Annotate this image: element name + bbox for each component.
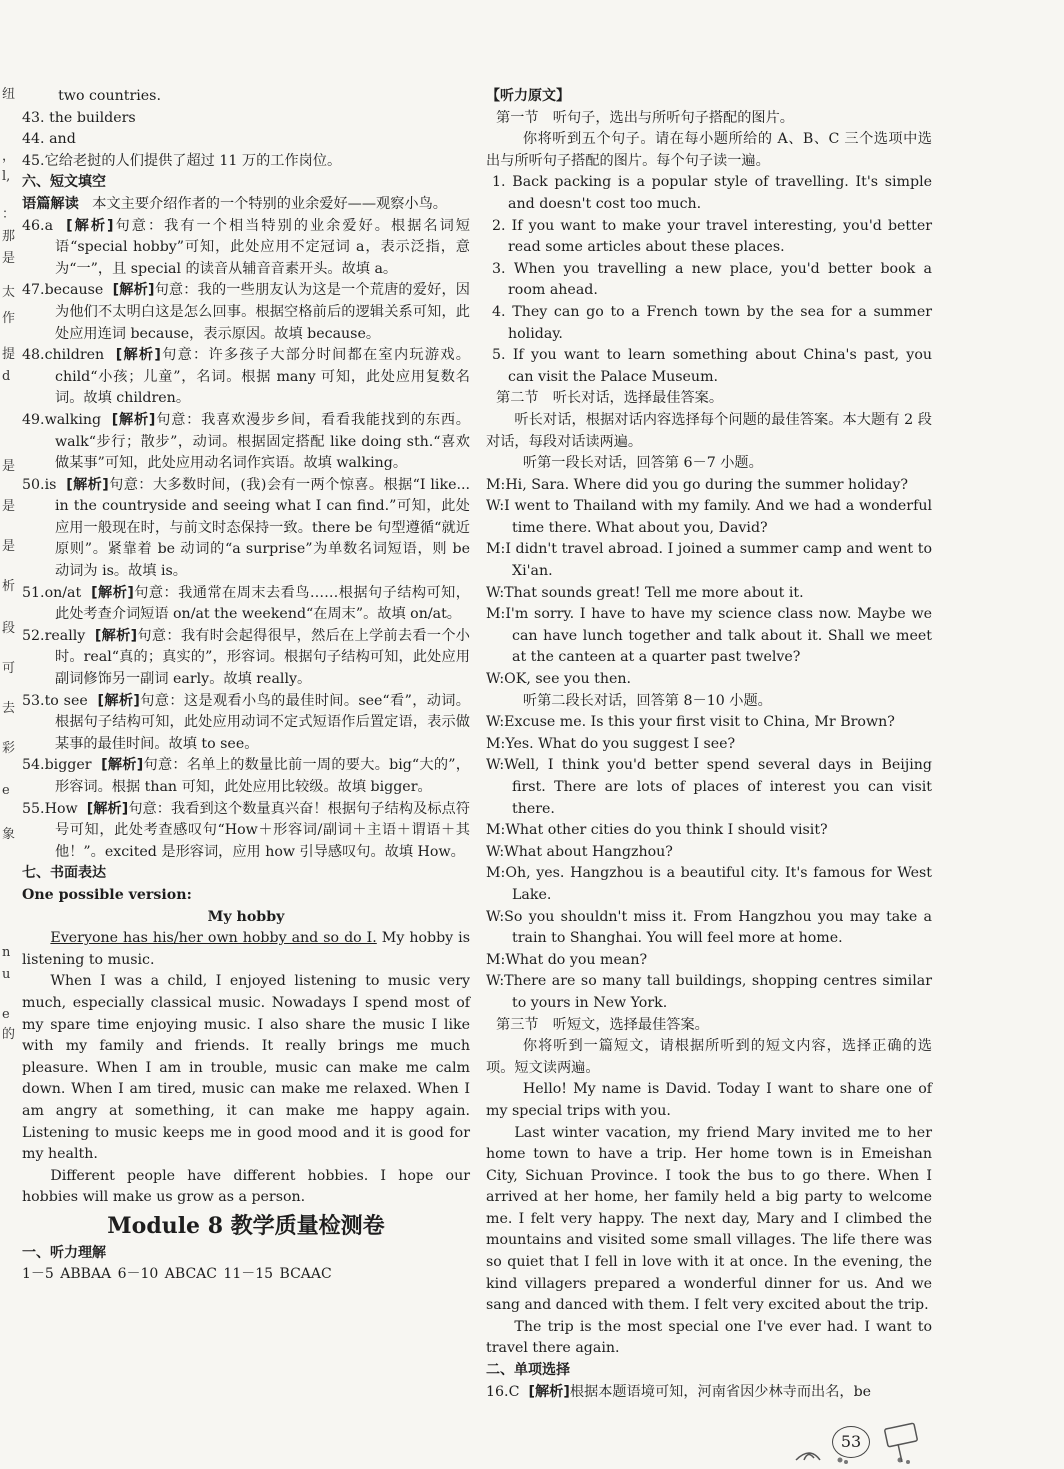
dialog-line: W:So you shouldn't miss it. From Hangzhou you may take a train to Shanghai. You will feel more at home. bbox=[486, 908, 932, 947]
margin-char: d bbox=[2, 369, 11, 384]
margin-char: 太 bbox=[2, 285, 16, 300]
dialog-list bbox=[486, 475, 932, 691]
part-instruction: 听长对话，根据对话内容选择每个问题的最佳答案。本大题有 2 段对话，每段对话读两遍。 bbox=[486, 411, 932, 450]
part-instruction: 你将听到一篇短文，请根据所听到的短文内容，选择正确的选项。短文读两遍。 bbox=[486, 1038, 932, 1076]
passage-paragraph: Last winter vacation, my friend Mary invited me to her home town to have a trip. Her home town is in Emeishan City, Sichuan Province. I took the bus to go there. When I arrived at her home, her family held a big party to welcome me. I felt very happy. The next day, Mary and I climbed the mountains and visited some small villages. The life there was so quiet that I fell in love with it at once. In the evening, the kind villagers prepared a wonderful dinner for us. And we sang and danced with them. I felt very excited about the trip. bbox=[486, 1124, 932, 1314]
margin-char: 段 bbox=[2, 621, 16, 636]
listening-answers: 1－5 ABBAA 6－10 ABCAC 11－15 BCAAC bbox=[22, 1266, 332, 1283]
margin-char: 作 bbox=[2, 311, 16, 326]
answer-item: 16.C [解析]根据本题语境可知，河南省因少林寺而出名，be bbox=[486, 1383, 872, 1400]
dialog-intro: 听第二段长对话，回答第 8－10 小题。 bbox=[522, 692, 772, 709]
sentence-item: 1. Back packing is a popular style of travelling. It's simple and doesn't cost too much. bbox=[492, 174, 932, 212]
dialog-line: M:Yes. What do you suggest I see? bbox=[486, 735, 736, 752]
margin-char: ： bbox=[2, 207, 16, 222]
listening-script-title: 【听力原文】 bbox=[486, 88, 570, 104]
margin-char: 象 bbox=[2, 827, 16, 842]
dialog-line: M:Oh, yes. Hangzhou is a beautiful city. It's famous for West Lake. bbox=[486, 865, 932, 903]
margin-char: 是 bbox=[2, 499, 16, 514]
margin-char: 纽 bbox=[2, 87, 16, 102]
answer-item: 55.How [解析]句意：我看到这个数量真兴奋！根据句子结构及标点符号可知，此处考查感叹句“How＋形容词/副词＋主语＋谓语＋其他！”。excited 是形容词，应用 how 引导感叹句。故填 How。 bbox=[22, 800, 470, 860]
dialog-line: M:What other cities do you think I should visit? bbox=[486, 822, 828, 839]
margin-char: 是 bbox=[2, 459, 16, 474]
dialog-line: M:What do you mean? bbox=[486, 951, 648, 968]
answer-item: 48.children [解析]句意：许多孩子大部分时间都在室内玩游戏。child“小孩；儿童”，名词。根据 many 可知，此处应用复数名词。故填 children。 bbox=[22, 347, 470, 407]
right-column bbox=[486, 86, 932, 1403]
sentence-item: 4. They can go to a French town by the sea for a summer holiday. bbox=[492, 303, 933, 342]
margin-char: 是 bbox=[2, 251, 16, 266]
answer-item: 46.a [解析]句意：我有一个相当特别的业余爱好。根据名词短语“special hobby”可知，此处应用不定冠词 a，表示泛指，意为“一”，且 special 的读音从辅音音素开头。故填 a。 bbox=[22, 217, 470, 277]
margin-char: l, bbox=[2, 169, 11, 184]
possible-version-label: One possible version: bbox=[22, 886, 192, 903]
margin-char: 提 bbox=[2, 347, 16, 362]
passage-summary: 语篇解读 本文主要介绍作者的一个特别的业余爱好——观察小鸟。 bbox=[22, 195, 447, 212]
section-heading-cloze: 六、短文填空 bbox=[22, 174, 106, 191]
answer-item: 53.to see [解析]句意：这是观看小鸟的最佳时间。see“看”，动词。根据句子结构可知，此处应用动词不定式短语作后置定语，表示做某事的最佳时间。故填 to see。 bbox=[22, 692, 470, 752]
section-heading-choice: 二、单项选择 bbox=[486, 1362, 570, 1379]
dialog-line: W:Well, I think you'd better spend several days in Beijing first. There are lots of places of interest you can visit there. bbox=[486, 757, 932, 817]
margin-char: 是 bbox=[2, 539, 16, 554]
margin-char: 去 bbox=[2, 701, 16, 716]
margin-char: e bbox=[2, 783, 10, 798]
part-heading: 第三节 听短文，选择最佳答案。 bbox=[496, 1016, 709, 1033]
dialog-line: M:I'm sorry. I have to have my science class now. Maybe we can have lunch together and talk about it. Shall we meet at the canteen at a quarter past twelve? bbox=[486, 606, 932, 666]
margin-char: e bbox=[2, 1007, 10, 1022]
sentence-item: 3. When you travelling a new place, you'd better book a room ahead. bbox=[492, 260, 933, 299]
margin-char: 可 bbox=[2, 661, 16, 676]
margin-char: 析 bbox=[2, 579, 16, 594]
essay-paragraph: Everyone has his/her own hobby and so do I. My hobby is listening to music. bbox=[22, 930, 470, 968]
margin-char: ， bbox=[2, 149, 16, 164]
module-title: Module 8 教学质量检测卷 bbox=[107, 1212, 385, 1239]
dialog-line: W:What about Hangzhou? bbox=[486, 843, 673, 860]
margin-char: u bbox=[2, 967, 11, 982]
part-instruction: 你将听到五个句子。请在每小题所给的 A、B、C 三个选项中选出与所听句子搭配的图片。每个句子读一遍。 bbox=[486, 131, 932, 169]
answer-line: 43. the builders bbox=[22, 109, 136, 126]
dialog-list bbox=[486, 712, 932, 1014]
left-column bbox=[22, 86, 470, 1286]
answer-item: 52.really [解析]句意：我有时会起得很早，然后在上学前去看一个小时。real“真的；真实的”，形容词。根据句子结构可知，此处应用副词修饰另一副词 early。故填 really。 bbox=[22, 627, 470, 688]
margin-char: 的 bbox=[2, 1027, 16, 1042]
dialog-line: W:OK, see you then. bbox=[486, 671, 632, 688]
essay-title: My hobby bbox=[207, 908, 285, 925]
answer-line: 45.它给老挝的人们提供了超过 11 万的工作岗位。 bbox=[22, 152, 342, 169]
dialog-line: M:Hi, Sara. Where did you go during the summer holiday? bbox=[486, 476, 908, 493]
dialog-line: W:Excuse me. Is this your first visit to China, Mr Brown? bbox=[486, 714, 895, 731]
answer-item: 49.walking [解析]句意：我喜欢漫步乡间，看看我能找到的东西。walk“步行；散步”，动词。根据固定搭配 like doing sth.“喜欢做某事”可知，此处应用动名词作宾语。故填 walking。 bbox=[22, 411, 470, 472]
margin-char: 彩 bbox=[2, 741, 16, 756]
passage-paragraph: The trip is the most special one I've ever had. I want to travel there again. bbox=[486, 1318, 932, 1357]
passage-paragraph: Hello! My name is David. Today I want to share one of my special trips with you. bbox=[486, 1081, 932, 1119]
essay-paragraph: Different people have different hobbies. I hope our hobbies will make us grow as a person. bbox=[22, 1167, 470, 1206]
sentence-item: 2. If you want to make your travel interesting, you'd better read some articles about these places. bbox=[492, 217, 932, 256]
answer-item: 47.because [解析]句意：我的一些朋友认为这是一个荒唐的爱好，因为他们不太明白这是怎么回事。根据空格前后的逻辑关系可知，此处应用连词 because，表示原因。故填 because。 bbox=[22, 282, 470, 342]
answer-item: 50.is [解析]句意：大多数时间，(我)会有一两个惊喜。根据“I like... in the countryside and seeing what I can find.”可知，此处应用一般现在时，与前文时态保持一致。there be 句型遵循“就近原则”。紧靠着 be 动词的“a surprise”为单数名词短语，则 be 动词为 is。故填 is。 bbox=[22, 476, 470, 580]
dialog-line: W:I went to Thailand with my family. And we had a wonderful time there. What about you, David? bbox=[486, 498, 932, 536]
page-number: 53 bbox=[832, 1426, 870, 1458]
dialog-line: M:I didn't travel abroad. I joined a summer camp and went to Xi'an. bbox=[486, 541, 932, 580]
section-heading-listening: 一、听力理解 bbox=[22, 1244, 106, 1261]
dialog-intro: 听第一段长对话，回答第 6－7 小题。 bbox=[522, 455, 763, 472]
margin-char: n bbox=[2, 945, 11, 960]
essay-paragraph: When I was a child, I enjoyed listening to music very much, especially classical music. Nowadays I spend most of my spare time enjoying music. I also share the music I like with my family and friends. It really brings me much pleasure. When I am in trouble, music can make me calm down. When I am tired, music can make me relaxed. When I am angry at something, it can make me happy again. Listening to music keeps me in good mood and it is good for my health. bbox=[22, 973, 470, 1163]
part-heading: 第一节 听句子，选出与所听句子搭配的图片。 bbox=[496, 109, 794, 126]
left-margin-cutoff-text bbox=[0, 80, 20, 1080]
answer-line: 44. and bbox=[22, 131, 76, 148]
sentence-item: 5. If you want to learn something about China's past, you can visit the Palace Museum. bbox=[492, 347, 933, 385]
answer-item: 51.on/at [解析]句意：我通常在周末去看鸟……根据句子结构可知，此处考查介词短语 on/at the weekend“在周末”。故填 on/at。 bbox=[22, 584, 470, 623]
margin-char: 那 bbox=[2, 229, 16, 244]
answer-line: two countries. bbox=[58, 88, 161, 104]
cloze-answer-list bbox=[22, 216, 470, 864]
dialog-line: W:There are so many tall buildings, shopping centres similar to yours in New York. bbox=[486, 973, 932, 1011]
section-heading-writing: 七、书面表达 bbox=[22, 865, 106, 882]
part-heading: 第二节 听长对话，选择最佳答案。 bbox=[496, 390, 724, 407]
sentence-list bbox=[486, 172, 932, 388]
dialog-line: W:That sounds great! Tell me more about it. bbox=[486, 584, 804, 601]
answer-item: 54.bigger [解析]句意：名单上的数量比前一周的要大。big“大的”，形容词。根据 than 可知，此处应用比较级。故填 bigger。 bbox=[22, 757, 470, 795]
